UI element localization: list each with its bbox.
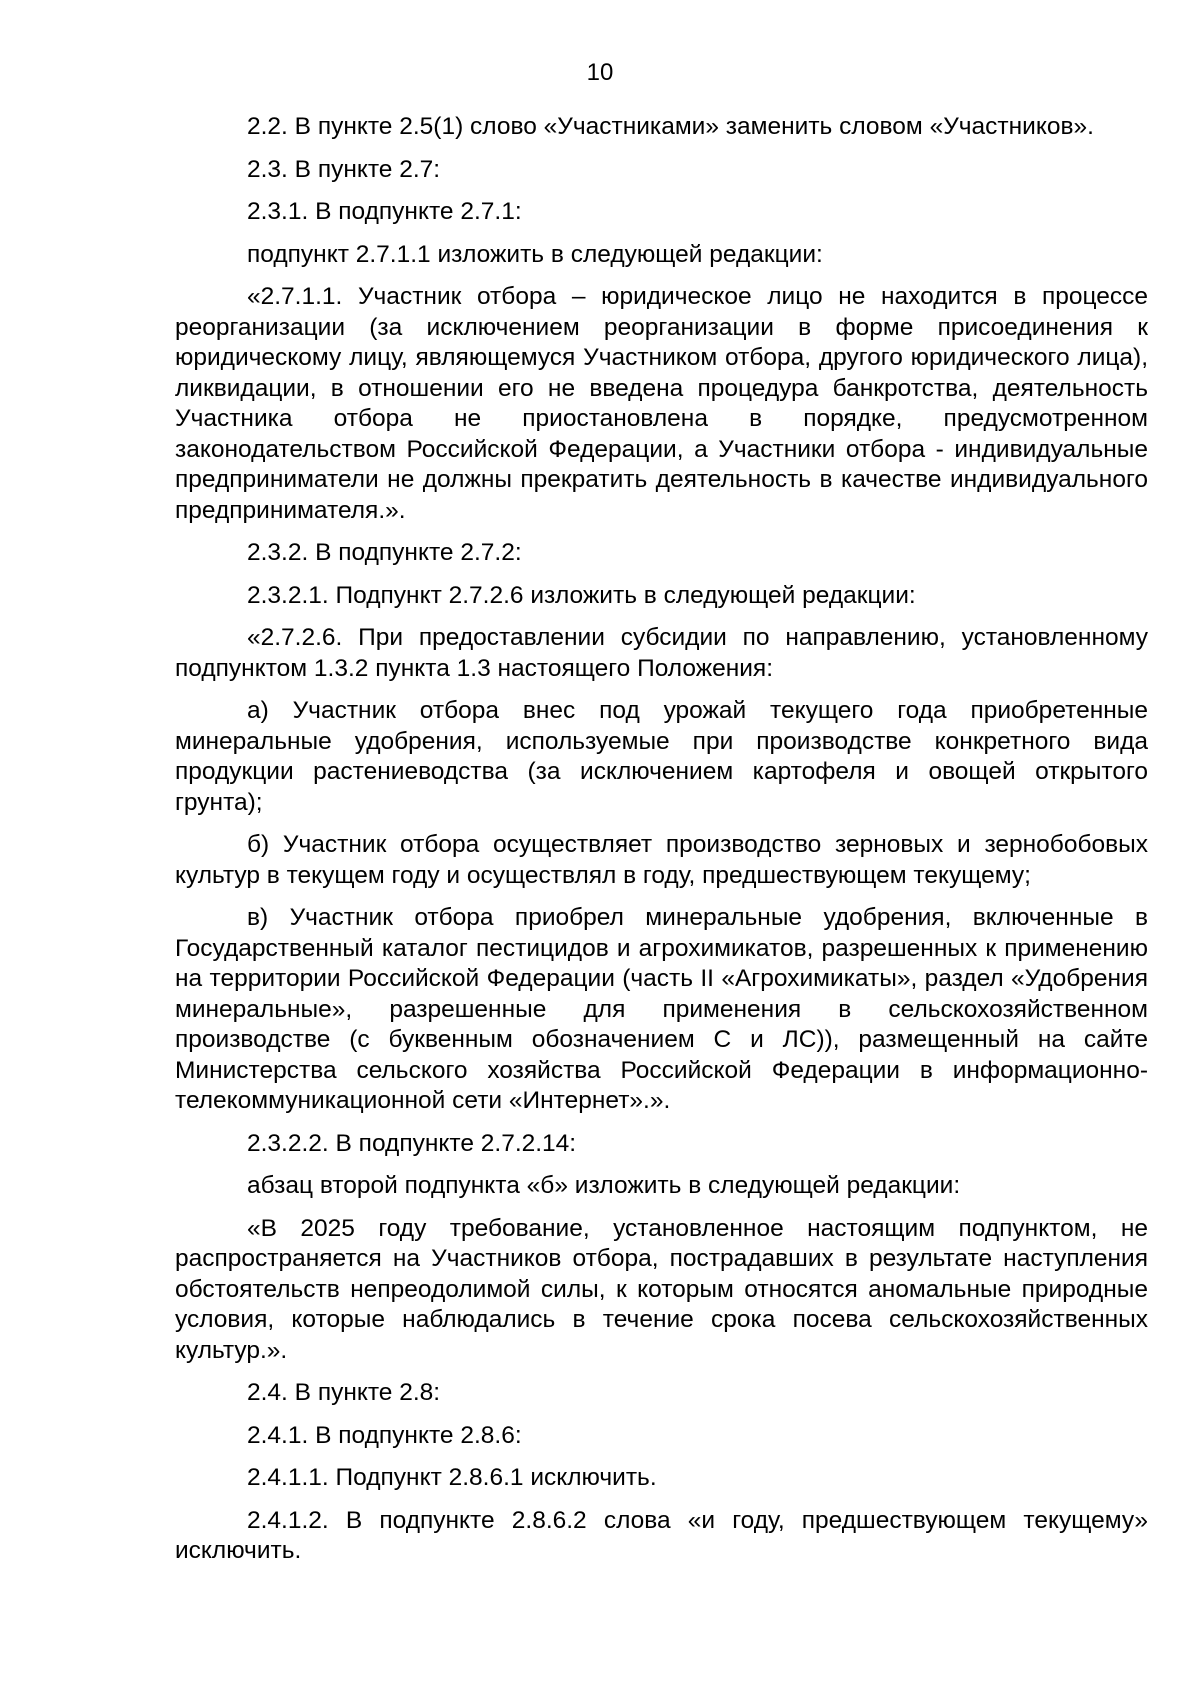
paragraph-2-2: 2.2. В пункте 2.5(1) слово «Участниками» заменить словом «Участников». <box>247 113 1094 140</box>
paragraph-2-4: 2.4. В пункте 2.8: <box>247 1379 441 1406</box>
paragraph-item-v: в) Участник отбора приобрел минеральные удобрения, включенные в Государственный каталог пестицидов и агрохимикатов, разрешенных к применению на территории Российской Федерации (часть II «Агрохимикаты», раздел «Удобрения минеральные», разрешенные для применения в сельскохозяйственном производстве (с буквенным обозначением С и ЛС)), размещенный на сайте Министерства сельского хозяйства Российской Федерации в информационно-телекоммуникационной сети «Интернет».». <box>175 904 1148 1114</box>
paragraph-2-3-2-1: 2.3.2.1. Подпункт 2.7.2.6 изложить в следующей редакции: <box>247 581 916 609</box>
paragraph-2-4-1-2: 2.4.1.2. В подпункте 2.8.6.2 слова «и году, предшествующем текущему» исключить. <box>175 1506 1148 1564</box>
paragraph-abzac-intro: абзац второй подпункта «б» изложить в следующей редакции: <box>247 1172 961 1199</box>
paragraph-2-3-1: 2.3.1. В подпункте 2.7.1: <box>247 198 522 225</box>
paragraph-2-4-1: 2.4.1. В подпункте 2.8.6: <box>247 1421 522 1449</box>
page-number: 10 <box>586 59 614 86</box>
paragraph-item-b: б) Участник отбора осуществляет производство зерновых и зернобобовых культур в текущем году и осуществлял в году, предшествующем текущему; <box>175 831 1148 889</box>
paragraph-subpoint-2-7-1-1-intro: подпункт 2.7.1.1 изложить в следующей редакции: <box>247 240 823 268</box>
paragraph-quote-2-7-1-1: «2.7.1.1. Участник отбора – юридическое лицо не находится в процессе реорганизации (за исключением реорганизации в форме присоединения к юридическому лицу, являющемуся Участником отбора, другого юридического лица), ликвидации, в отношении его не введена процедура банкротства, деятельность Участника отбора не приостановлена в порядке, предусмотренном законодательством Российской Федерации, а Участники отбора - индивидуальные предприниматели не должны прекратить деятельность в качестве индивидуального предпринимателя.». <box>175 283 1148 524</box>
paragraph-quote-2025: «В 2025 году требование, установленное настоящим подпунктом, не распространяется на Участников отбора, пострадавших в результате наступления обстоятельств непреодолимой силы, к которым относятся аномальные природные условия, которые наблюдались в течение срока посева сельскохозяйственных культур.». <box>175 1214 1148 1364</box>
paragraph-2-3-2-2: 2.3.2.2. В подпункте 2.7.2.14: <box>247 1129 577 1157</box>
paragraph-2-3: 2.3. В пункте 2.7: <box>247 155 441 183</box>
paragraph-item-a: а) Участник отбора внес под урожай текущего года приобретенные минеральные удобрения, используемые при производстве конкретного вида продукции растениеводства (за исключением картофеля и овощей открытого грунта); <box>175 697 1148 816</box>
paragraph-2-3-2: 2.3.2. В подпункте 2.7.2: <box>247 539 522 566</box>
document-body <box>175 112 1148 1579</box>
paragraph-quote-2-7-2-6: «2.7.2.6. При предоставлении субсидии по направлению, установленному подпунктом 1.3.2 пункта 1.3 настоящего Положения: <box>175 624 1148 682</box>
paragraph-2-4-1-1: 2.4.1.1. Подпункт 2.8.6.1 исключить. <box>247 1464 657 1491</box>
